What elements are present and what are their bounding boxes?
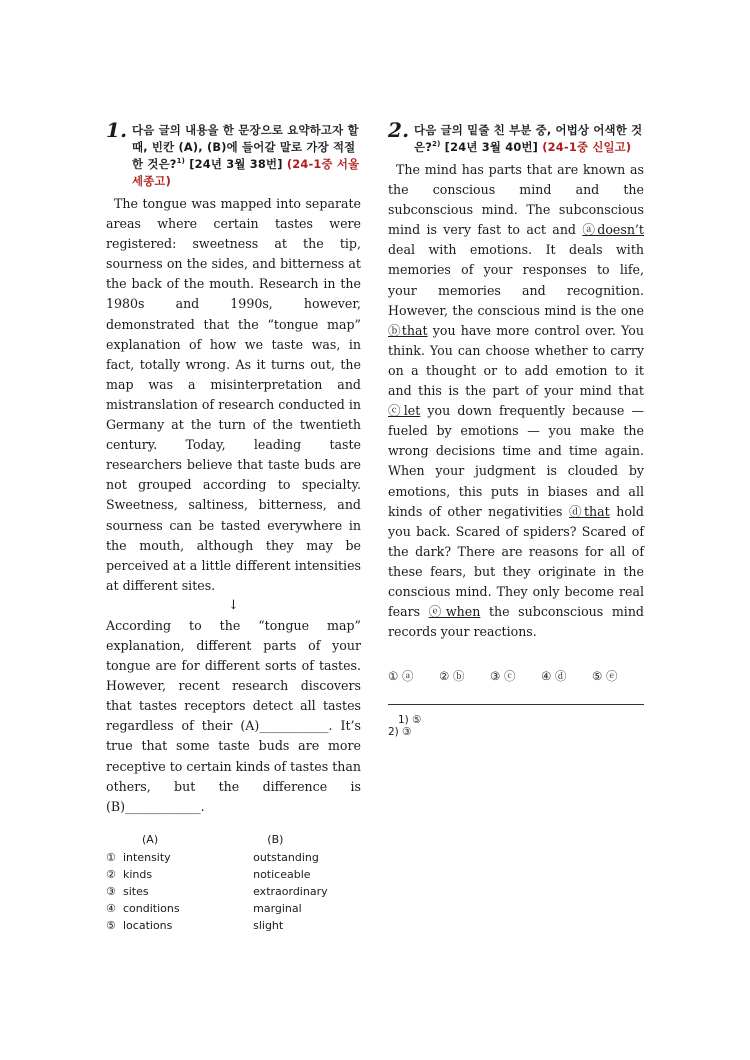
question-2-header xyxy=(388,118,644,156)
answer-choice: ④ ⓓ xyxy=(541,669,567,684)
down-arrow-icon: ↓ xyxy=(228,597,239,613)
answer-options-table xyxy=(106,831,361,934)
answer-choice: ① ⓐ xyxy=(388,669,414,684)
option-b-text: noticeable xyxy=(253,867,311,881)
passage-segment: deal with emotions. It deals with memories of your responses to life, your memories and recognition. However, the conscious mind is the one xyxy=(388,242,644,318)
option-row xyxy=(106,866,361,883)
question-2-source-school: (24-1중 신일고) xyxy=(542,140,632,154)
option-marker: ④ xyxy=(106,901,116,915)
underlined-segment: ⓑthat xyxy=(388,322,428,338)
underlined-segment: ⓒlet xyxy=(388,403,421,419)
option-a-text: intensity xyxy=(123,850,171,864)
option-a-text: conditions xyxy=(123,901,180,915)
option-b-text: extraordinary xyxy=(253,884,328,898)
option-row xyxy=(106,917,361,934)
passage-segment: you have more control over. You think. You can choose whether to carry on a thought or to add emotion to it and this is the part of your mind that xyxy=(388,322,644,399)
question-1-number: 1. xyxy=(106,118,128,142)
question-1-summary: According to the “tongue map” explanation, different parts of your tongue are for different sorts of tastes. However, recent research discovers that tastes receptors detect all tastes regardless of their (A)___________. It’s true that some taste buds are more receptive to certain kinds of tastes than others, but the difference is (B)____________. xyxy=(106,617,361,814)
option-b-text: slight xyxy=(253,918,284,932)
question-2-passage xyxy=(388,160,644,642)
option-marker: ③ xyxy=(106,884,116,898)
option-row xyxy=(106,900,361,917)
question-1-header xyxy=(106,118,361,190)
footnote-ref-2: 2) xyxy=(432,140,441,149)
passage-segment: hold you back. Scared of spiders? Scared of the dark? There are reasons for all of these fears, but they originate in the conscious mind. They only become real fears xyxy=(388,503,644,620)
underlined-segment: ⓐdoesn’t xyxy=(582,222,644,238)
answer-choice: ② ⓑ xyxy=(439,669,465,684)
option-a-text: kinds xyxy=(123,867,153,881)
question-1-source-date: [24년 3월 38번] xyxy=(189,157,283,171)
options-header-a: (A) xyxy=(142,832,159,846)
passage-segment: the subconscious mind records your reactions. xyxy=(388,604,644,640)
option-row xyxy=(106,849,361,866)
question-1-source-school: (24-1중 서울세종고) xyxy=(132,157,360,188)
option-a-text: sites xyxy=(123,884,149,898)
passage-segment: you down frequently because — fueled by emotions — you make the wrong decisions time and time again. When your judgment is clouded by emotions, this puts in biases and all kinds of other negativities xyxy=(388,403,644,519)
question-1-prompt: 다음 글의 내용을 한 문장으로 요약하고자 할 때, 빈칸 (A), (B)에 들어갈 말로 가장 적절한 것은? xyxy=(132,123,359,171)
question-2-choices xyxy=(388,668,644,684)
option-marker: ② xyxy=(106,867,116,881)
footnote: 2) ③ xyxy=(388,726,412,739)
question-2-prompt: 다음 글의 밑줄 친 부분 중, 어법상 어색한 것은? xyxy=(414,123,643,154)
footnote: 1) ⑤ xyxy=(398,714,422,727)
footnotes xyxy=(388,714,644,738)
option-marker: ① xyxy=(106,850,116,864)
question-1 xyxy=(106,118,361,934)
underlined-segment: ⓔwhen xyxy=(428,604,481,620)
question-1-passage: The tongue was mapped into separate areas where certain tastes were registered: sweetness at the tip, sourness on the sides, and bitterness at the back of the mouth. Research in the 1980s and 1990s, however, demonstrated that the “tongue map” explanation of how we taste was, in fact, totally wrong. As it turns out, the map was a misinterpretation and mistranslation of research conducted in Germany at the turn of the twentieth century. Today, leading taste researchers believe that taste buds are not grouped according to specialty. Sweetness, saltiness, bitterness, and sourness can be tasted everywhere in the mouth, although they may be perceived at a little different intensities at different sites. xyxy=(106,196,361,593)
option-b-text: marginal xyxy=(253,901,302,915)
question-2-number: 2. xyxy=(388,118,410,142)
footnote-divider xyxy=(388,704,644,705)
passage-segment: The mind has parts that are known as the conscious mind and the subconscious mind. The subconscious mind is very fast to act and xyxy=(388,162,644,238)
option-marker: ⑤ xyxy=(106,918,116,932)
options-header-row xyxy=(106,831,361,849)
question-2-source-date: [24년 3월 40번] xyxy=(444,140,539,154)
answer-choice: ③ ⓒ xyxy=(490,669,516,684)
option-b-text: outstanding xyxy=(253,850,319,864)
option-a-text: locations xyxy=(123,918,173,932)
question-2 xyxy=(388,118,644,739)
answer-choice: ⑤ ⓔ xyxy=(592,669,618,684)
footnote-ref-1: 1) xyxy=(176,157,186,166)
options-header-b: (B) xyxy=(267,832,284,846)
underlined-segment: ⓓthat xyxy=(568,503,610,519)
option-row xyxy=(106,883,361,900)
